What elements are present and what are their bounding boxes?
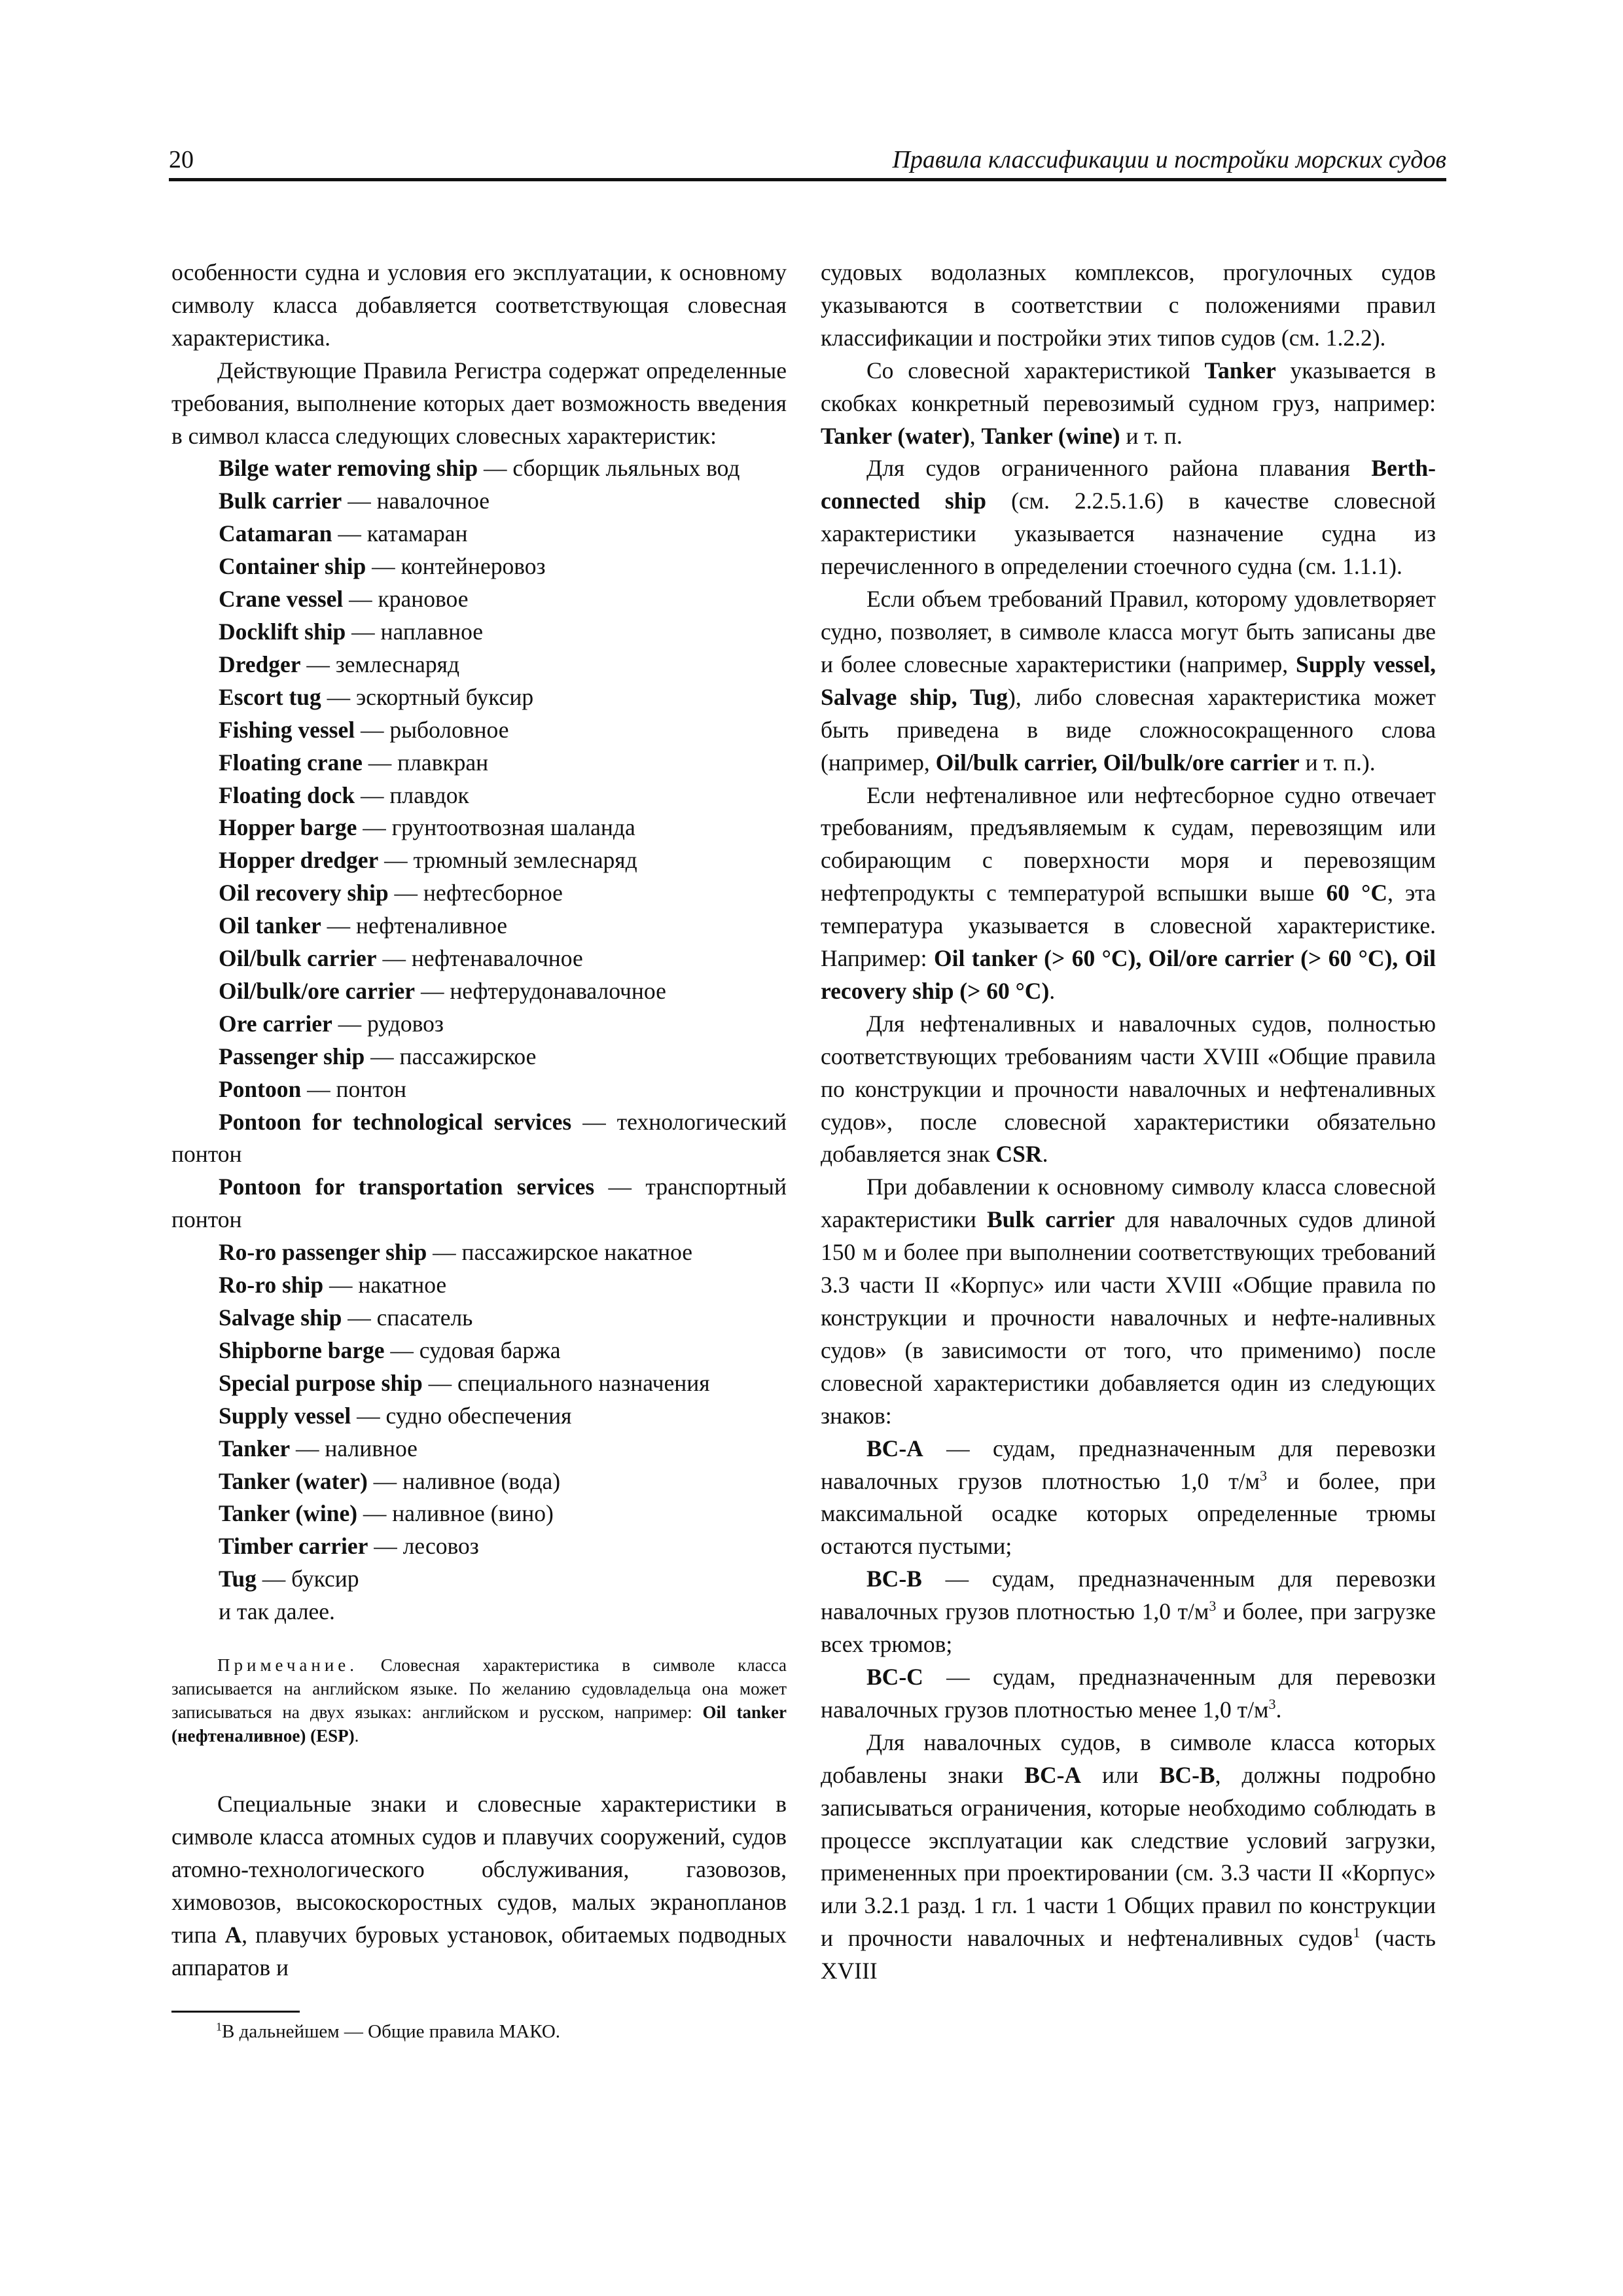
term-name: Oil tanker xyxy=(219,912,321,939)
text: ), либо словесная характеристика может быть приведена в виде сложносокращенного слова (например, xyxy=(821,683,1436,776)
bc-c-item xyxy=(821,1661,1436,1727)
text: и более, при максимальной осадке которых определенные трюмы остаются пустыми; xyxy=(821,1467,1436,1560)
term-name: Bulk carrier xyxy=(219,488,342,514)
term-item xyxy=(171,616,787,649)
bold-text: ВС-С xyxy=(866,1663,923,1690)
term-name: Hopper barge xyxy=(219,814,357,841)
term-item xyxy=(171,1008,787,1041)
paragraph xyxy=(171,1788,787,1984)
term-meaning: — судно обеспечения xyxy=(351,1402,572,1429)
running-title: Правила классификации и постройки морских судов xyxy=(892,146,1446,173)
term-item xyxy=(171,550,787,583)
term-item xyxy=(171,1236,787,1269)
term-meaning: — пассажирское xyxy=(365,1043,537,1069)
term-item xyxy=(171,1498,787,1530)
bold-text: Oil/bulk carrier, Oil/bulk/ore carrier xyxy=(935,749,1300,776)
term-meaning: — транспортный понтон xyxy=(171,1174,787,1233)
term-item xyxy=(171,1269,787,1302)
term-meaning: — пассажирское накатное xyxy=(427,1239,693,1266)
text: . xyxy=(1049,977,1056,1004)
paragraph xyxy=(821,1171,1436,1432)
term-name: Crane vessel xyxy=(219,586,344,613)
term-item xyxy=(171,1400,787,1433)
term-meaning: — понтон xyxy=(301,1075,407,1102)
term-item xyxy=(171,812,787,844)
paragraph: Действующие Правила Регистра содержат определенные требования, выполнение которых дает возможность введения в символ класса следующих словесных характеристик: xyxy=(171,357,787,449)
term-name: Passenger ship xyxy=(219,1043,365,1069)
term-name: Tug xyxy=(219,1566,257,1592)
page-header xyxy=(169,145,1446,179)
note-text-end: . xyxy=(354,1726,359,1746)
term-name: Catamaran xyxy=(219,520,332,547)
term-name: Oil recovery ship xyxy=(219,880,389,906)
term-meaning: — трюмный землеснаряд xyxy=(378,847,637,874)
text: , эта температура указывается в словесной характеристике. Например: xyxy=(821,880,1436,972)
superscript: 3 xyxy=(1268,1696,1276,1713)
footnote-ref: 1 xyxy=(1353,1924,1361,1941)
superscript: 3 xyxy=(1260,1467,1268,1484)
text: , плавучих буровых установок, обитаемых подводных аппаратов и xyxy=(171,1921,787,1981)
bold-text: ВС-А xyxy=(866,1435,923,1462)
text: . xyxy=(1275,1696,1282,1723)
term-meaning: — наливное xyxy=(290,1435,418,1462)
bold-text: Oil tanker (> 60 °C), Oil/ore carrier (> 60 °C), Oil recovery ship (> 60 °C) xyxy=(821,945,1436,1004)
text: и т. п.). xyxy=(1299,749,1376,776)
bold-text: Berth-connected ship xyxy=(821,455,1436,514)
footnote-rule xyxy=(171,2011,300,2013)
bold-text: ВС-В xyxy=(866,1566,922,1592)
term-meaning: — технологический понтон xyxy=(171,1108,787,1168)
term-name: Tanker (wine) xyxy=(219,1500,358,1527)
text: или xyxy=(1081,1761,1160,1788)
term-item xyxy=(171,877,787,910)
term-name: Special purpose ship xyxy=(219,1369,423,1396)
term-name: Bilge water removing ship xyxy=(219,455,478,482)
text: Для судов ограниченного района плавания xyxy=(866,455,1372,482)
term-item xyxy=(171,1465,787,1498)
text: Для нефтеналивных и навалочных судов, полностью соответствующих требованиям части XVIII «Общие правила по конструкции и прочности навалочных и нефтеналивных судов», после словесной характеристики обязательно добавляется знак xyxy=(821,1010,1436,1168)
term-item xyxy=(171,844,787,877)
term-item xyxy=(171,1302,787,1335)
term-meaning: — землеснаряд xyxy=(300,651,460,677)
bc-a-item xyxy=(821,1433,1436,1564)
paragraph xyxy=(821,780,1436,1008)
paragraph: особенности судна и условия его эксплуатации, к основному символу класса добавляется соответствующая словесная характеристика. xyxy=(171,259,787,351)
term-item xyxy=(171,452,787,485)
term-meaning: — судовая баржа xyxy=(384,1336,561,1363)
text: Если объем требований Правил, которому удовлетворяет судно, позволяет, в символе класса могут быть записаны две и более словесные характеристики (например, xyxy=(821,586,1436,677)
term-name: Fishing vessel xyxy=(219,716,355,743)
text: — судам, предназначенным для перевозки навалочных грузов плотностью 1,0 т/м xyxy=(821,1566,1436,1625)
term-meaning: — наливное (вино) xyxy=(357,1500,554,1527)
term-item xyxy=(171,1433,787,1465)
term-name: Tanker (water) xyxy=(219,1467,368,1494)
text: указывается в скобках конкретный перевозимый судном груз, например: xyxy=(821,357,1436,416)
term-meaning: — плавдок xyxy=(355,781,469,808)
paragraph xyxy=(821,1008,1436,1172)
text: Со словесной характеристикой xyxy=(866,357,1205,384)
term-meaning: — буксир xyxy=(256,1566,359,1592)
header-rule xyxy=(169,178,1446,181)
term-meaning: — нефтесборное xyxy=(388,880,563,906)
paragraph xyxy=(821,583,1436,779)
term-item xyxy=(171,910,787,942)
bold-text: Tanker (water) xyxy=(821,422,970,449)
term-item xyxy=(171,518,787,550)
term-item xyxy=(171,747,787,780)
term-name: Tanker xyxy=(219,1435,291,1462)
bold-text: CSR xyxy=(995,1141,1043,1168)
term-meaning: — наливное (вода) xyxy=(367,1467,561,1494)
bold-text: Tanker (wine) xyxy=(981,422,1120,449)
term-meaning: — наплавное xyxy=(346,618,484,645)
term-name: Docklift ship xyxy=(219,618,346,645)
text: Для навалочных судов, в символе класса которых добавлены знаки xyxy=(821,1729,1436,1788)
term-meaning: — эскортный буксир xyxy=(321,683,534,710)
bold-text: А xyxy=(224,1921,242,1948)
term-meaning: — крановое xyxy=(343,586,469,613)
text: Если нефтеналивное или нефтесборное судно отвечает требованиям, предъявляемым к судам, перевозящим или собирающим с поверхности моря и перевозящим нефтепродукты с температурой вспышки выше xyxy=(821,781,1436,906)
bold-text: ВС-А xyxy=(1024,1761,1082,1788)
note xyxy=(171,1653,787,1748)
bc-b-item xyxy=(821,1563,1436,1661)
text: При добавлении к основному символу класса словесной характеристики xyxy=(821,1174,1436,1233)
term-name: Supply vessel xyxy=(219,1402,351,1429)
term-name: Oil/bulk/ore carrier xyxy=(219,977,416,1004)
term-item xyxy=(171,1171,787,1236)
term-list xyxy=(171,452,787,1596)
note-example: Oil tanker (нефтеналивное) (ESP) xyxy=(171,1702,787,1746)
list-end: и так далее. xyxy=(219,1598,335,1625)
term-item xyxy=(171,1530,787,1563)
term-meaning: — спасатель xyxy=(342,1304,473,1331)
text: — судам, предназначенным для перевозки навалочных грузов плотностью менее 1,0 т/м xyxy=(821,1663,1436,1723)
term-name: Oil/bulk carrier xyxy=(219,945,377,972)
note-heading: Примечание. xyxy=(217,1655,359,1676)
term-name: Floating dock xyxy=(219,781,355,808)
term-meaning: — нефтерудонавалочное xyxy=(415,977,666,1004)
right-column xyxy=(821,257,1436,1988)
paragraph xyxy=(821,452,1436,583)
term-name: Ro-ro passenger ship xyxy=(219,1239,427,1266)
paragraph xyxy=(821,1727,1436,1988)
footnote-text: В дальнейшем — Общие правила МАКО. xyxy=(221,2021,561,2042)
text: (часть XVIII xyxy=(821,1925,1436,1984)
note-text: Словесная характеристика в символе класса записывается на английском языке. По желанию судовладельца она может записываться на двух языках: английском и русском, например: xyxy=(171,1655,787,1723)
term-meaning: — катамаран xyxy=(332,520,468,547)
term-item xyxy=(171,485,787,518)
term-meaning: — специального назначения xyxy=(422,1369,710,1396)
term-item xyxy=(171,681,787,714)
text: Специальные знаки и словесные характеристики в символе класса атомных судов и плавучих сооружений, судов атомно-технологического обслуживания, газовозов, химовозов, высокоскоростных судов, малых экранопланов типа xyxy=(171,1791,787,1948)
term-item xyxy=(171,975,787,1008)
term-item xyxy=(171,649,787,681)
term-meaning: — грунтоотвозная шаланда xyxy=(357,814,635,841)
footnote xyxy=(216,2021,560,2043)
term-name: Hopper dredger xyxy=(219,847,379,874)
paragraph: судовых водолазных комплексов, прогулочных судов указываются в соответствии с положениями правил классификации и постройки этих типов судов (см. 1.2.2). xyxy=(821,259,1436,351)
term-name: Salvage ship xyxy=(219,1304,342,1331)
term-meaning: — контейнеровоз xyxy=(366,553,546,580)
term-item xyxy=(171,942,787,975)
left-column xyxy=(171,257,787,1984)
bold-text: ВС-В xyxy=(1159,1761,1215,1788)
term-name: Dredger xyxy=(219,651,301,677)
text: (см. 2.2.5.1.6) в качестве словесной характеристики указывается назначение судна из перечисленного в определении стоечного судна (см. 1.1.1). xyxy=(821,488,1436,580)
term-item xyxy=(171,1563,787,1596)
term-name: Container ship xyxy=(219,553,366,580)
term-meaning: — сборщик льяльных вод xyxy=(478,455,740,482)
term-name: Ore carrier xyxy=(219,1010,332,1037)
bold-text: 60 °С xyxy=(1326,880,1387,906)
term-meaning: — плавкран xyxy=(362,749,489,776)
term-name: Ro-ro ship xyxy=(219,1272,324,1299)
page-number: 20 xyxy=(169,146,194,173)
term-item xyxy=(171,780,787,812)
term-item xyxy=(171,1335,787,1367)
text: , xyxy=(969,422,982,449)
term-meaning: — нефтенавалочное xyxy=(376,945,583,972)
term-item xyxy=(171,1041,787,1073)
term-meaning: — лесовоз xyxy=(368,1533,479,1560)
text: и т. п. xyxy=(1120,422,1183,449)
term-name: Escort tug xyxy=(219,683,321,710)
term-meaning: — нефтеналивное xyxy=(321,912,507,939)
text: — судам, предназначенным для перевозки навалочных грузов плотностью 1,0 т/м xyxy=(821,1435,1436,1494)
bold-text: Supply vessel, Salvage ship, Tug xyxy=(821,651,1436,710)
term-item xyxy=(171,583,787,616)
term-item xyxy=(171,714,787,747)
text: . xyxy=(1042,1141,1048,1168)
spacer xyxy=(171,1748,787,1788)
superscript: 3 xyxy=(1209,1598,1217,1615)
paragraph xyxy=(821,355,1436,453)
term-meaning: — навалочное xyxy=(342,488,490,514)
term-meaning: — рыболовное xyxy=(355,716,509,743)
term-meaning: — рудовоз xyxy=(332,1010,444,1037)
term-name: Shipborne barge xyxy=(219,1336,385,1363)
term-name: Timber carrier xyxy=(219,1533,368,1560)
term-item xyxy=(171,1106,787,1172)
term-meaning: — накатное xyxy=(323,1272,447,1299)
term-name: Pontoon xyxy=(219,1075,302,1102)
text: и более, при загрузке всех трюмов; xyxy=(821,1598,1436,1658)
term-name: Floating crane xyxy=(219,749,363,776)
text: для навалочных судов длиной 150 м и более при выполнении соответствующих требований 3.3 части II «Корпус» или части XVIII «Общие правила по конструкции и прочности навалочных и нефте-наливных судов» (в зависимости от того, что применимо) после словесной характеристики добавляется один из следующих знаков: xyxy=(821,1206,1436,1429)
term-item xyxy=(171,1367,787,1400)
bold-text: Bulk carrier xyxy=(986,1206,1115,1233)
term-name: Pontoon for transportation services xyxy=(219,1174,595,1200)
term-item xyxy=(171,1073,787,1106)
term-name: Pontoon for technological services xyxy=(219,1108,572,1135)
footnote-mark: 1 xyxy=(216,2020,222,2034)
text: , должны подробно записываться ограничения, которые необходимо соблюдать в процессе эксплуатации как следствие условий загрузки, примененных при проектировании (см. 3.3 части II «Корпус» или 3.2.1 разд. 1 гл. 1 части 1 Общих правил по конструкции и прочности навалочных и нефтеналивных судов xyxy=(821,1761,1436,1952)
bold-text: Tanker xyxy=(1204,357,1276,384)
